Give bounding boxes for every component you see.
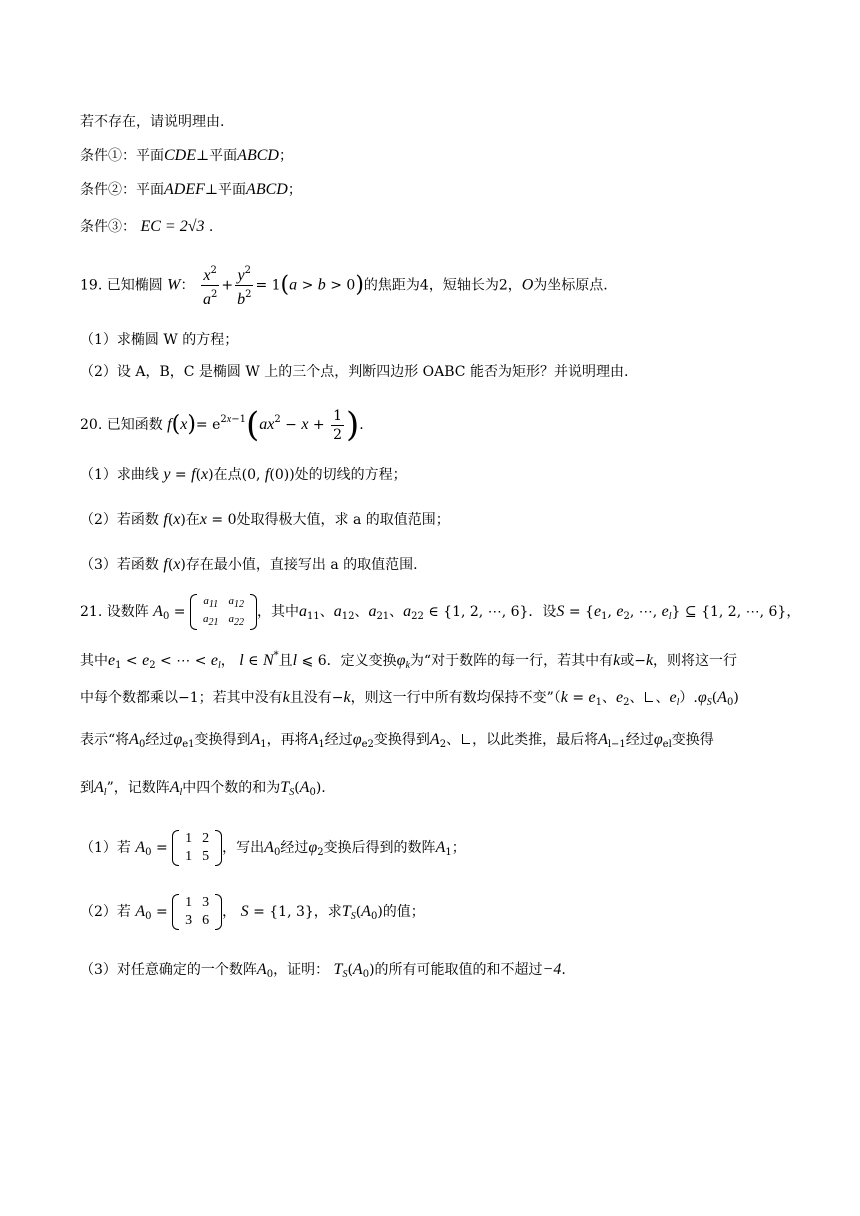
text: 变换得到	[194, 732, 251, 748]
text: 经过	[280, 840, 309, 856]
text: ，其中	[256, 604, 299, 620]
text: 为“对于数阵的每一行，若其中有	[409, 653, 614, 669]
question-20-part-2: （2）若函数 f(x)在x = 0处取得极大值，求 a 的取值范围；	[80, 511, 450, 528]
text: .	[561, 962, 566, 978]
text: 条件②：平面	[80, 182, 164, 198]
text: ．设	[528, 604, 557, 620]
text: （3）若函数	[80, 557, 159, 573]
text: （1）求曲线	[80, 467, 159, 483]
question-20-part-3: （3）若函数 f(x)存在最小值，直接写出 a 的取值范围.	[80, 556, 418, 573]
text: 到	[80, 780, 94, 796]
math: ADEF	[164, 181, 205, 198]
text: 条件③：	[80, 219, 136, 235]
text-line	[80, 112, 224, 132]
text: 20. 已知函数	[80, 417, 163, 433]
text: ，求	[313, 904, 342, 920]
text: （2）设 A，B，C 是椭圆 W 上的三个点，判断四边形 OABC 能否为矩形？并说明理由.	[80, 364, 629, 380]
question-21-part-1: （1）若 $A_0$ = 1 2 1 5 ，写出$A_0$经过$\varphi_2$变换后得到的数阵$A_1$；	[80, 831, 466, 864]
text: ，以此类推，最后将	[472, 732, 599, 748]
text: （1）求椭圆 W 的方程；	[80, 332, 239, 348]
math: ABCD	[237, 147, 279, 164]
question-21-line-3: 中每个数都乘以−1；若其中没有k且没有−k，则这一行中所有数均保持不变”（k = $e_1$、$e_2$、 、$e_l).\varphi_S(A_0)$	[80, 689, 739, 708]
question-21: 21. 设数阵 $A_0$ = a11 a12 a21 a22 ，其中$a_{11}$、$a_{12}$、$a_{21}$、$a_{22}$ ∈ {1, 2, ⋯, 6}．设$S = \{e_1$, $e_2$, ⋯, $e_l$} ⊆ {1, 2, ⋯, 6}，	[80, 595, 801, 628]
text: 中每个数都乘以	[80, 690, 178, 706]
text: ．定义变换	[326, 653, 397, 669]
text: 处取得极大值，求 a 的取值范围；	[236, 512, 450, 528]
fraction: $\frac{1}{2}$	[333, 407, 343, 443]
text: （3）对任意确定的一个数阵	[80, 962, 257, 978]
question-19-part-2	[80, 362, 628, 382]
matrix: a11 a12 a21 a22	[190, 594, 257, 630]
text: ；若其中没有	[198, 690, 283, 706]
math: W	[167, 276, 181, 294]
text: ，证明：	[273, 962, 330, 978]
text: 变换得到	[373, 732, 430, 748]
question-20-part-1: （1）求曲线 y = f(x)在点(0, f(0))处的切线的方程；	[80, 466, 407, 483]
fraction: $\frac{y^2}{b^2}$	[235, 262, 253, 309]
math: O	[521, 276, 534, 294]
text: ，则将这一行	[653, 653, 738, 669]
text: ⊥平面	[204, 182, 247, 198]
math: EC = 2√3	[140, 218, 205, 235]
text: 或	[620, 653, 635, 669]
matrix: 1 2 1 5	[172, 830, 222, 866]
text: 经过	[324, 732, 353, 748]
fraction: $\frac{x^2}{a^2}$	[201, 262, 219, 309]
text: 且	[278, 653, 293, 669]
math: ABCD	[246, 181, 288, 198]
text: 且没有	[289, 690, 332, 706]
text: 21. 设数阵	[80, 604, 149, 620]
question-21-part-3: （3）对任意确定的一个数阵$A_0$，证明： $T_S(A_0)$的所有可能取值的和不超过−4.	[80, 961, 566, 980]
text: ；	[287, 182, 302, 198]
text: 若不存在，请说明理由.	[80, 114, 225, 130]
text: 在点	[213, 467, 242, 483]
text: 中四个数的和为	[182, 780, 281, 796]
text: ）.	[679, 690, 698, 706]
question-21-part-2: （2）若 $A_0$ = 1 3 3 6 ， S = {1, 3}，求$T_S(A_0)$的值；	[80, 895, 425, 928]
text: 的所有可能取值的和不超过	[374, 962, 543, 978]
text: 的焦距为4，短轴长为2，	[363, 277, 522, 294]
text: ”，记数阵	[106, 780, 170, 796]
text: 19. 已知椭圆	[80, 277, 163, 294]
text: ，则这一行中所有数均保持不变”（	[350, 690, 561, 706]
text: 处的切线的方程；	[294, 467, 407, 483]
math: −4	[542, 961, 562, 978]
text: ⊥平面	[196, 148, 238, 164]
condition-1	[80, 146, 293, 166]
text: 经过	[625, 732, 654, 748]
text: 表示“将	[80, 732, 130, 748]
question-19-part-1	[80, 330, 238, 350]
condition-2	[80, 180, 302, 200]
text: 变换后得到的数阵	[323, 840, 436, 856]
question-21-line-4: 表示“将$A_0$经过$\varphi_{e1}$变换得到$A_1$，再将$A_1$经过$\varphi_{e2}$变换得到$A_2$、 ，以此类推，最后将$A_{l-1}$经过$\varphi_{el}$变换得	[80, 731, 714, 750]
text: 在	[185, 512, 200, 528]
question-21-line-2: 其中$e_1 < e_2$ < ⋯ < $e_l$， l ∈ N*且l ⩽ 6．定义变换$\varphi_k$为“对于数阵的每一行，若其中有k或−k，则将这一行	[80, 650, 738, 671]
text: （2）若函数	[80, 512, 159, 528]
text: 的值；	[382, 904, 425, 920]
text: 经过	[145, 732, 174, 748]
text: 变换得	[671, 732, 714, 748]
text: ；	[451, 840, 466, 856]
text: （2）若	[80, 904, 131, 920]
text: ；	[278, 148, 293, 164]
text: ，	[222, 904, 237, 920]
question-20: 20. 已知函数 $f(x)= e^{2x-1}(ax^2 - x$ + $\frac{1}{2}$ ).	[80, 405, 364, 445]
text: ，再将	[266, 732, 309, 748]
condition-3: 条件③： EC = 2√3 .	[80, 218, 214, 235]
matrix: 1 3 3 6	[172, 894, 222, 930]
math: CDE	[164, 147, 196, 164]
text: 条件①：平面	[80, 148, 164, 164]
text: （1）若	[80, 840, 131, 856]
question-21-line-5: 到$A_l$”，记数阵$A_l$中四个数的和为$T_S(A_0)$.	[80, 779, 326, 798]
question-19: 19. 已知椭圆 W： $\frac{x^2}{a^2}$ + $\frac{y^2}{b^2}$ = 1(a > b > 0)的焦距为4，短轴长为2，O为坐标原点.	[80, 262, 608, 309]
text: 存在最小值，直接写出 a 的取值范围.	[185, 557, 418, 573]
text: 为坐标原点.	[533, 277, 608, 294]
text: ，写出	[222, 840, 265, 856]
text: 其中	[80, 653, 108, 669]
